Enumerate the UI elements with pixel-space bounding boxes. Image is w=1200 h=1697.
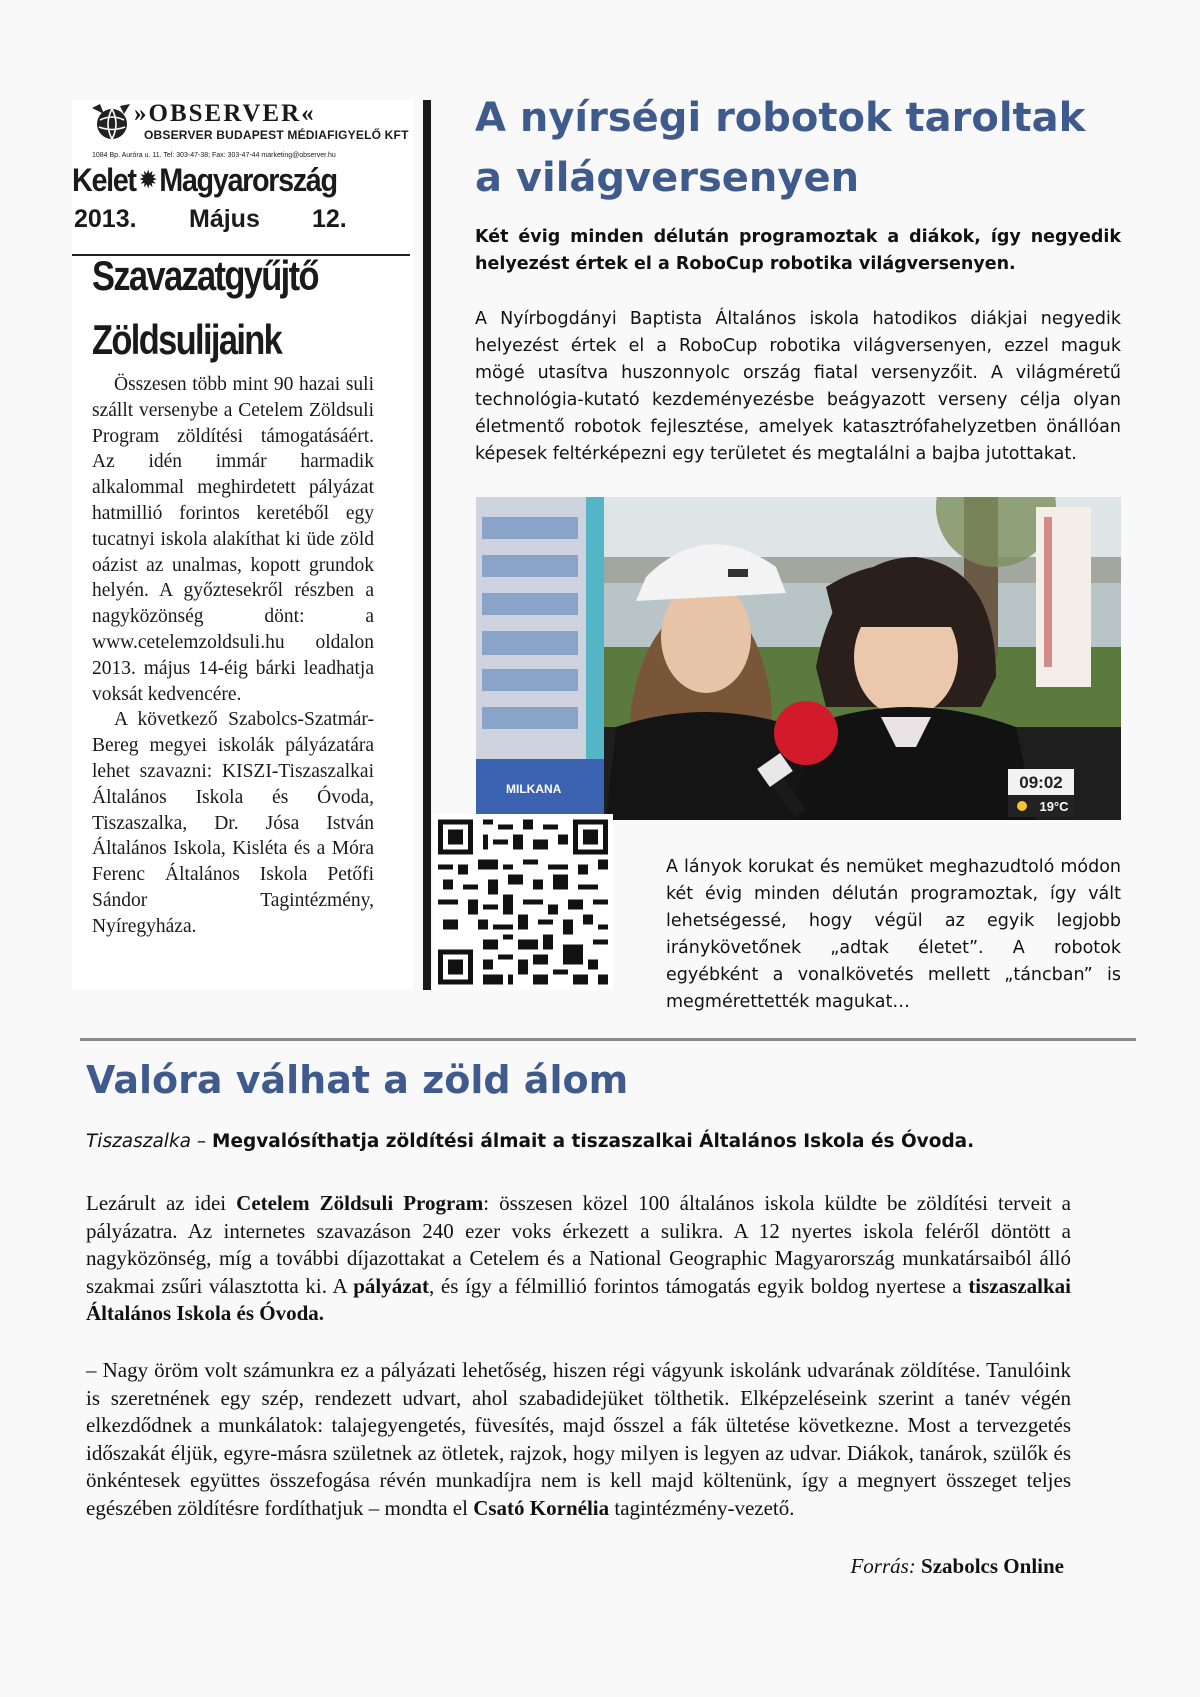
clipping-headline: Szavazatgyűjtő Zöldsulijaink (92, 252, 318, 363)
qr-code (433, 814, 613, 990)
article-lead: Két évig minden délután programoztak a diákok, így negyedik helyezést értek el a RoboCup robotika világversenyen. (475, 227, 1121, 274)
newspaper-star-icon: ✹ (135, 167, 160, 192)
newspaper-name-right: Magyarország (159, 162, 337, 198)
photo-temp: 19°C (1039, 799, 1069, 814)
photo-shelf-label: MILKANA (506, 782, 562, 796)
newspaper-name-left: Kelet (72, 162, 136, 198)
newspaper-name (72, 162, 337, 199)
vertical-divider (423, 100, 431, 990)
article-body: A Nyírbogdányi Baptista Általános iskola hatodikos diákjai negyedik helyezést értek el a RoboCup robotika világversenyen, ezzel maguk mögé utasítva huszonnyolc ország fiatal versenyzőit. A világméretű technológia-kutató kezdeményezésbe beágyazott verseny célja olyan életmentő robotok fejlesztése, amelyek katasztrófahelyzetben önállóan képesek feltérképezni egy területet és megtalálni a bajba jutottakat. (475, 309, 1121, 464)
article-lead-2: Tiszaszalka – Megvalósíthatja zöldítési álmait a tiszaszalkai Általános Iskola és Óvoda. (86, 1131, 975, 1152)
section-divider (80, 1038, 1136, 1041)
clipping-paragraph: A következő Szabolcs-Szatmár-Bereg megyei iskolák pályázatára lehet szavazni: KISZI-Tiszaszalkai Általános Iskola és Óvoda, Tiszaszalka, Dr. Jósa István Általános Iskola, Kisléta és a Móra Ferenc Általános Iskola Petőfi Sándor Tagintézmény, Nyíregyháza. (92, 709, 374, 937)
clipping-body (92, 372, 374, 940)
article-paragraph: Lezárult az idei Cetelem Zöldsuli Program: összesen közel 100 általános iskola küldte be zöldítési terveit a pályázatra. Az internetes szavazáson 240 ezer voks érkezett a sulikra. A 12 nyertes iskola feléről döntött a nagyközönség, míg a további díjazottakat a Cetelem és a National Geographic Magyarország munkatársaiból álló szakmai zsűri választotta ki. A pályázat, és így a félmillió forintos támogatás egyik boldog nyertese a tiszaszalkai Általános Iskola és Óvoda. (86, 1191, 1072, 1325)
article-title-2: Valóra válhat a zöld álom (86, 1058, 629, 1102)
date-month: Május (189, 205, 260, 233)
observer-logo (82, 100, 407, 146)
observer-contact: 1084 Bp. Auróra u. 11. Tel: 303-47-38; Fax: 303-47-44 marketing@observer.hu (92, 152, 336, 159)
observer-subtitle: OBSERVER BUDAPEST MÉDIAFIGYELŐ KFT (144, 128, 409, 142)
photo-caption: A lányok korukat és nemüket meghazudtoló módon két évig minden délután programoztak, így vált lehetségessé, hogy végül az egyik legjobb iránykövetőnek „adtak életet”. A robotok egyébként a vonalkövetés mellett „táncban” is megmérettették magukat… (666, 857, 1121, 1012)
sun-icon (1017, 801, 1027, 811)
date-day: 12. (312, 205, 347, 233)
article-title: A nyírségi robotok taroltak a világversenyen (475, 95, 1086, 201)
article-paragraph: – Nagy öröm volt számunkra ez a pályázati lehetőség, hiszen régi vágyunk iskolánk udvarának zöldítése. Tanulóink is szeretnének egy szép, rendezett udvart, ahol szabadidejüket tölthetik. Elképzeléseink szerint a tanév végén elkezdődnek a munkálatok: talajegyengetés, füvesítés, majd ősszel a fák ültetése következne. Most a tervezgetés időszakát éljük, egyre-másra születnek az ötletek, rajzok, hogy milyen is legyen az udvar. Diákok, tanárok, szülők és önkéntesek együttes összefogása révén munkadíjra nem is kell majd költenünk, így a megnyert összeget teljes egészében zöldítésre fordíthatjuk – mondta el Csató Kornélia tagintézmény-vezető. (86, 1358, 1071, 1520)
news-photo (476, 497, 1121, 820)
clipping-paragraph: Összesen több mint 90 hazai suli szállt versenybe a Cetelem Zöldsuli Program zöldítési támogatásáért. Az idén immár harmadik alkalommal meghirdetett pályázat hatmillió forintos keretéből egy tucatnyi iskola alakíthat ki üde zöld oázist az unalmas, kopott grundok helyén. A győztesekről részben a nagyközönség dönt: a www.cetelemzoldsuli.hu oldalon 2013. május 14-éig bárki leadhatja voksát kedvencére. (92, 374, 374, 705)
article-source: Forrás: Szabolcs Online (850, 1554, 1064, 1578)
date-year: 2013. (74, 205, 137, 233)
newspaper-clipping (72, 100, 413, 990)
globe-icon (90, 102, 132, 142)
observer-brand: »OBSERVER« (134, 100, 316, 127)
photo-time: 09:02 (1019, 773, 1063, 792)
